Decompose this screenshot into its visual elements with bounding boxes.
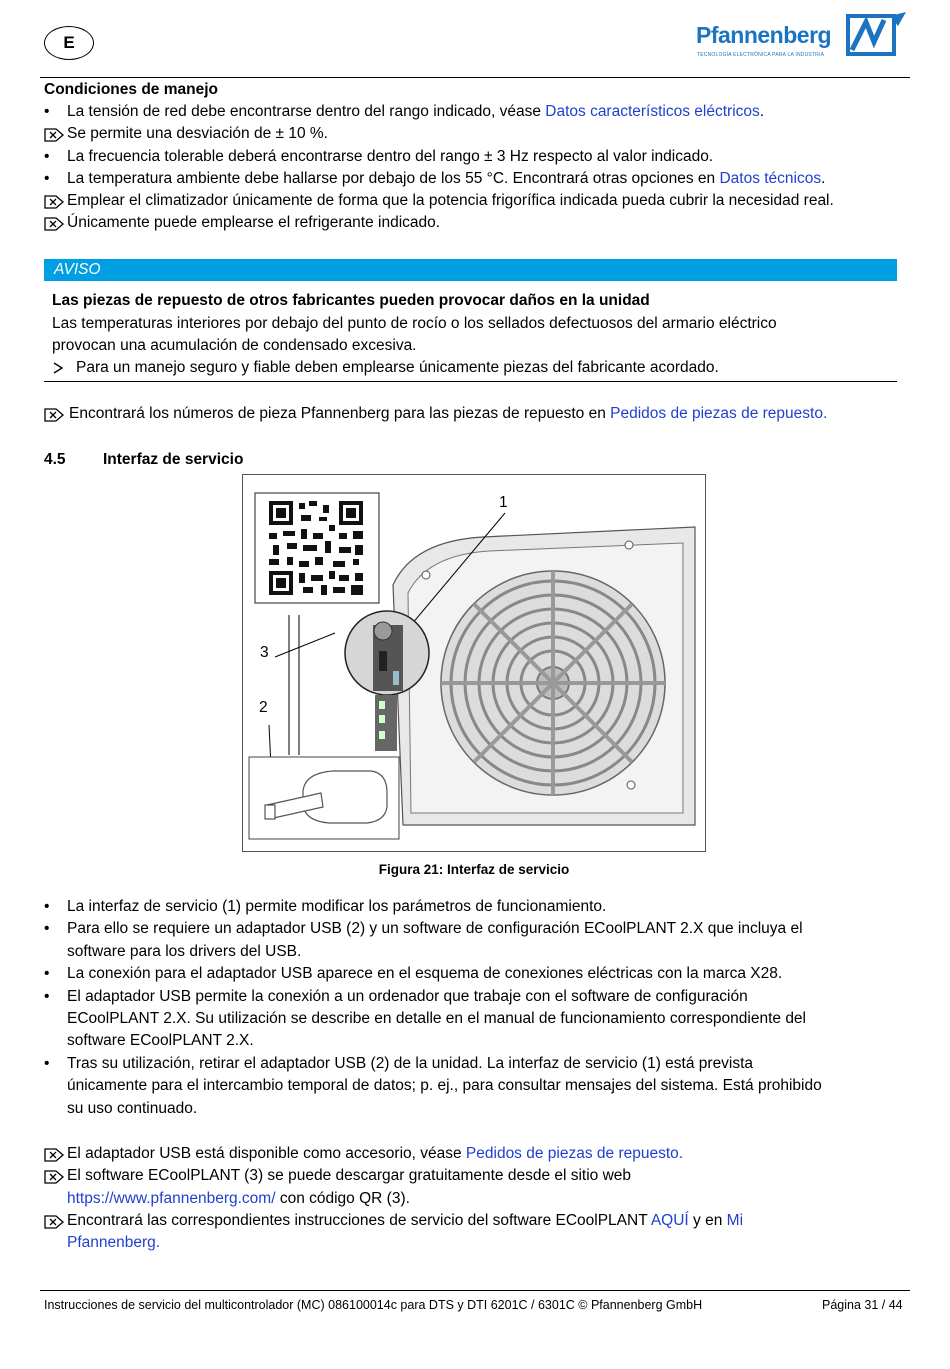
link-technical-data[interactable]: Datos técnicos xyxy=(719,170,822,187)
conditions-title: Condiciones de manejo xyxy=(44,81,218,98)
aviso-body-line: provocan una acumulación de condensado excesiva. xyxy=(52,337,417,354)
note-hand-icon xyxy=(44,191,64,213)
condition-text: La temperatura ambiente debe hallarse por debajo de los 55 °C. Encontrará otras opciones en xyxy=(67,170,720,187)
logo-tagline: TECNOLOGÍA ELECTRÓNICA PARA LA INDUSTRIA xyxy=(697,52,825,58)
note-usb-adapter xyxy=(67,1143,683,1165)
condition-text: La tensión de red debe encontrarse dentro del rango indicado, véase xyxy=(67,103,546,120)
condition-line-voltage xyxy=(67,101,764,123)
link-spare-parts[interactable]: Pedidos de piezas de repuesto. xyxy=(610,405,828,422)
link-aqui[interactable]: AQUÍ xyxy=(650,1212,689,1229)
aviso-body-line: Las temperaturas interiores por debajo del punto de rocío o los sellados defectuosos del armario eléctrico xyxy=(52,315,777,332)
note-hand-icon xyxy=(44,1166,64,1188)
note-hand-icon xyxy=(44,213,64,235)
note-instructions xyxy=(67,1210,743,1232)
note-text: El adaptador USB está disponible como accesorio, véase xyxy=(67,1145,466,1162)
callout-2: 2 xyxy=(259,699,268,716)
note-text: y en xyxy=(688,1212,727,1229)
bullet-dot: • xyxy=(44,920,50,937)
service-bullet-cont: su uso continuado. xyxy=(67,1100,198,1117)
bullet-dot: • xyxy=(44,103,50,120)
link-mi-pfannenberg-cont[interactable]: Pfannenberg. xyxy=(67,1234,161,1251)
aviso-label: AVISO xyxy=(54,261,101,278)
bullet-dot: • xyxy=(44,170,50,187)
section-title: Interfaz de servicio xyxy=(103,451,244,468)
note-hand-icon xyxy=(44,124,64,146)
callout-1: 1 xyxy=(499,494,508,511)
link-pfannenberg-website[interactable]: https://www.pfannenberg.com/ xyxy=(67,1190,276,1207)
note-text: con código QR (3). xyxy=(275,1190,410,1207)
note-software-download: El software ECoolPLANT (3) se puede descargar gratuitamente desde el sitio web xyxy=(67,1167,632,1184)
note-hand-icon xyxy=(44,1144,64,1166)
condition-line-cooling: Emplear el climatizador únicamente de forma que la potencia frigorífica indicada pueda cubrir la necesidad real. xyxy=(67,192,834,209)
bullet-dot: • xyxy=(44,965,50,982)
note-software-url-line xyxy=(67,1188,410,1210)
figure-illustration xyxy=(243,475,705,851)
condition-end: . xyxy=(759,103,765,120)
spare-parts-note xyxy=(69,403,827,425)
service-bullet: La conexión para el adaptador USB aparece en el esquema de conexiones eléctricas con la marca X28. xyxy=(67,965,783,982)
service-bullet: La interfaz de servicio (1) permite modificar los parámetros de funcionamiento. xyxy=(67,898,607,915)
spare-parts-text: Encontrará los números de pieza Pfannenberg para las piezas de repuesto en xyxy=(69,405,611,422)
figure-service-interface xyxy=(242,474,706,852)
note-hand-icon xyxy=(44,1211,64,1233)
link-mi-pfannenberg[interactable]: Mi xyxy=(726,1212,744,1229)
bullet-dot: • xyxy=(44,148,50,165)
note-text: Encontrará las correspondientes instrucciones de servicio del software ECoolPLANT xyxy=(67,1212,651,1229)
condition-line-deviation: Se permite una desviación de ± 10 %. xyxy=(67,125,328,142)
aviso-bar xyxy=(44,259,897,281)
bullet-dot: • xyxy=(44,988,50,1005)
callout-3: 3 xyxy=(260,644,269,661)
condition-line-temperature xyxy=(67,168,825,190)
aviso-bottom-rule xyxy=(44,381,897,382)
logo-name: Pfannenberg xyxy=(696,22,832,48)
note-hand-icon xyxy=(44,404,64,426)
pfannenberg-logo xyxy=(696,12,910,62)
service-bullet-cont: ECoolPLANT 2.X. Su utilización se describe en detalle en el manual de funcionamiento correspondiente del xyxy=(67,1010,806,1027)
bullet-dot: • xyxy=(44,898,50,915)
link-electrical-data[interactable]: Datos característicos eléctricos xyxy=(545,103,760,120)
service-bullet: Para ello se requiere un adaptador USB (2) y un software de configuración ECoolPLANT 2.X que incluya el xyxy=(67,920,803,937)
footer-page-number: Página 31 / 44 xyxy=(822,1298,903,1312)
logo-mark-icon xyxy=(846,12,908,58)
section-number: 4.5 xyxy=(44,451,66,468)
footer-document-info: Instrucciones de servicio del multicontrolador (MC) 086100014c para DTS y DTI 6201C / 6301C © Pfannenberg GmbH xyxy=(44,1298,703,1312)
service-bullet-cont: software ECoolPLANT 2.X. xyxy=(67,1032,254,1049)
figure-caption: Figura 21: Interfaz de servicio xyxy=(378,862,570,877)
footer-rule xyxy=(40,1290,910,1291)
service-bullet: Tras su utilización, retirar el adaptador USB (2) de la unidad. La interfaz de servicio (1) está prevista xyxy=(67,1055,754,1072)
bullet-dot: • xyxy=(44,1055,50,1072)
condition-line-refrigerant: Únicamente puede emplearse el refrigerante indicado. xyxy=(67,214,441,231)
aviso-heading: Las piezas de repuesto de otros fabricantes pueden provocar daños en la unidad xyxy=(52,292,650,309)
condition-line-frequency: La frecuencia tolerable deberá encontrarse dentro del rango ± 3 Hz respecto al valor indicado. xyxy=(67,148,714,165)
header-rule xyxy=(40,77,910,78)
service-bullet: El adaptador USB permite la conexión a un ordenador que trabaje con el software de configuración xyxy=(67,988,748,1005)
service-bullet-cont: software para los drivers del USB. xyxy=(67,943,302,960)
service-bullet-cont: únicamente para el intercambio temporal de datos; p. ej., para consultar mensajes del sistema. Está prohibido xyxy=(67,1077,822,1094)
arrow-right-icon xyxy=(52,362,64,374)
language-badge: E xyxy=(44,26,94,60)
link-spare-parts-orders[interactable]: Pedidos de piezas de repuesto. xyxy=(465,1145,684,1162)
aviso-action: Para un manejo seguro y fiable deben emplearse únicamente piezas del fabricante acordado. xyxy=(76,359,719,376)
condition-end: . xyxy=(821,170,826,187)
